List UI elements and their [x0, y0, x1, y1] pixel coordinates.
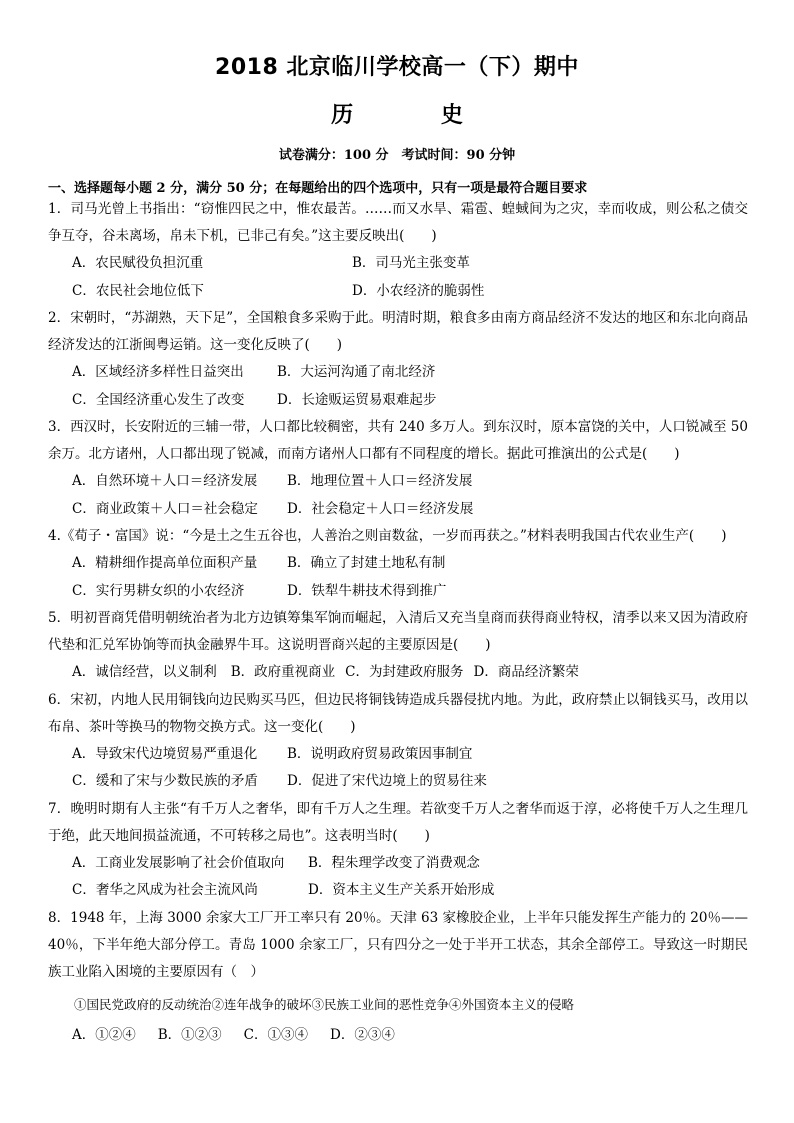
question-6-stem: 6．宋初，内地人民用铜钱向边民购买马匹，但边民将铜钱铸造成兵器侵扰内地。为此，政府禁止以铜钱买马，改用以布帛、茶叶等换马的物物交换方式。这一变化( )	[48, 691, 748, 735]
question-6-option-c: C．缓和了宋与少数民族的矛盾	[72, 773, 258, 789]
question-5-option-a: A．诚信经营，以义制利	[72, 664, 217, 680]
question-8-option-a: A．①②④	[72, 1026, 136, 1043]
question-3-options-row-1	[48, 468, 748, 496]
question-2-option-a: A．区域经济多样性日益突出	[72, 364, 244, 380]
question-2-option-d: D．长途贩运贸易艰难起步	[277, 391, 437, 408]
question-2-options-row-1	[48, 359, 748, 387]
question-8-option-b: B．①②③	[157, 1026, 222, 1043]
exam-subject: 历 史	[331, 103, 503, 128]
question-4-option-d: D．铁犁牛耕技术得到推广	[287, 582, 447, 599]
question-3-stem: 3．西汉时，长安附近的三辅一带，人口都比较稠密，共有 240 多万人。到东汉时，原本富饶的关中，人口锐减至 50 余万。北方诸州，人口都出现了锐减，而南方诸州人口都有不同程度的增长。据此可推演出的公式是( )	[48, 419, 748, 462]
question-6-option-a: A．导致宋代边境贸易严重退化	[72, 745, 258, 762]
question-7-option-d: D．资本主义生产关系开始形成	[308, 882, 495, 898]
question-3-option-a: A．自然环境＋人口＝经济发展	[72, 473, 258, 489]
question-6-option-b: B．说明政府贸易政策因事制宜	[287, 745, 473, 762]
question-4-option-c: C．实行男耕女织的小农经济	[72, 582, 245, 599]
question-5-options-row	[48, 659, 748, 687]
question-2-option-b: B．大运河沟通了南北经济	[277, 364, 436, 380]
question-4-options-row-2	[48, 578, 748, 606]
question-3-options-row-2	[48, 496, 748, 524]
question-1-options-row-2	[48, 278, 748, 306]
question-6-options-row-1	[48, 741, 748, 769]
question-1-option-a: A．农民赋役负担沉重	[72, 255, 204, 271]
question-1-options-row-1	[48, 250, 748, 278]
question-1-option-c: C．农民社会地位低下	[72, 282, 204, 299]
question-7-option-b: B．程朱理学改变了消费观念	[308, 854, 480, 871]
question-4-option-b: B．确立了封建土地私有制	[287, 555, 446, 571]
question-3-option-b: B．地理位置＋人口＝经济发展	[287, 473, 473, 489]
question-5-option-b: B．政府重视商业	[230, 664, 336, 680]
section-heading: 一、选择题每小题 2 分，满分 50 分；在每题给出的四个选项中，只有一项是最符合题目要求	[48, 181, 588, 196]
question-6-options-row-2	[48, 768, 748, 796]
questions-list	[48, 196, 748, 1049]
question-3-option-d: D．社会稳定＋人口＝经济发展	[287, 500, 474, 517]
question-8-stem: 8．1948 年，上海 3000 余家大工厂开工率只有 20％。天津 63 家橡胶企业，上半年只能发挥生产能力的 20％——40％，下半年绝大部分停工。青岛 1000 余家工厂，只有四分之一处于半开工状态，其余全部停工。导致这一时期民族工业陷入困境的主要原因有（ ）	[48, 909, 748, 980]
question-1-option-b: B．司马光主张变革	[352, 255, 470, 271]
question-5-option-c: C．为封建政府服务	[345, 664, 464, 680]
question-8-statements: ①国民党政府的反动统治②连年战争的破坏③民族工业间的恶性竞争④外国资本主义的侵略	[74, 996, 575, 1012]
question-2-stem: 2．宋朝时，“苏湖熟，天下足”，全国粮食多采购于此。明清时期，粮食多由南方商品经济不发达的地区和东北向商品经济发达的江浙闽粤运销。这一变化反映了( )	[48, 310, 748, 353]
question-6-option-d: D．促进了宋代边境上的贸易往来	[287, 773, 487, 789]
exam-title: 2018 北京临川学校高一（下）期中	[215, 55, 579, 80]
question-4-options-row-1	[48, 550, 748, 578]
exam-meta: 试卷满分：100 分 考试时间：90 分钟	[278, 148, 516, 163]
question-5-option-d: D．商品经济繁荣	[473, 664, 579, 680]
question-2-options-row-2	[48, 387, 748, 415]
question-8-options-row	[48, 1022, 748, 1050]
question-5-stem: 5．明初晋商凭借明朝统治者为北方边镇筹集军饷而崛起，入清后又充当皇商而获得商业特权，清季以来又因为清政府代垫和汇兑军协饷等而执金融界牛耳。这说明晋商兴起的主要原因是( )	[48, 610, 748, 653]
question-4-option-a: A．精耕细作提高单位面积产量	[72, 555, 258, 571]
question-2-option-c: C．全国经济重心发生了改变	[72, 391, 245, 408]
question-4-stem: 4.《荀子・富国》说：“今是土之生五谷也，人善治之则亩数盆，一岁而再获之。”材料表明我国古代农业生产( )	[48, 528, 727, 544]
question-7-option-a: A．工商业发展影响了社会价值取向	[72, 854, 285, 871]
question-1-option-d: D．小农经济的脆弱性	[352, 282, 485, 299]
question-3-option-c: C．商业政策＋人口＝社会稳定	[72, 500, 258, 517]
question-8-option-c: C．①③④	[243, 1026, 309, 1043]
question-1-stem: 1．司马光曾上书指出：“窃惟四民之中，惟农最苦。……而又水旱、霜雹、蝗蜮间为之灾，幸而收成，则公私之债交争互夺，谷未离场，帛未下机，已非己有矣。”这主要反映出( )	[48, 201, 748, 244]
question-7-stem: 7．晚明时期有人主张“有千万人之奢华，即有千万人之生理。若欲变千万人之奢华而返于淳，必将使千万人之生理几于绝，此天地间损益流通，不可转移之局也”。这表明当时( )	[48, 800, 748, 844]
question-7-options-row-2	[48, 877, 748, 905]
question-8-option-d: D．②③④	[330, 1026, 395, 1043]
question-7-option-c: C．奢华之风成为社会主流风尚	[72, 882, 258, 898]
question-7-options-row-1	[48, 850, 748, 878]
